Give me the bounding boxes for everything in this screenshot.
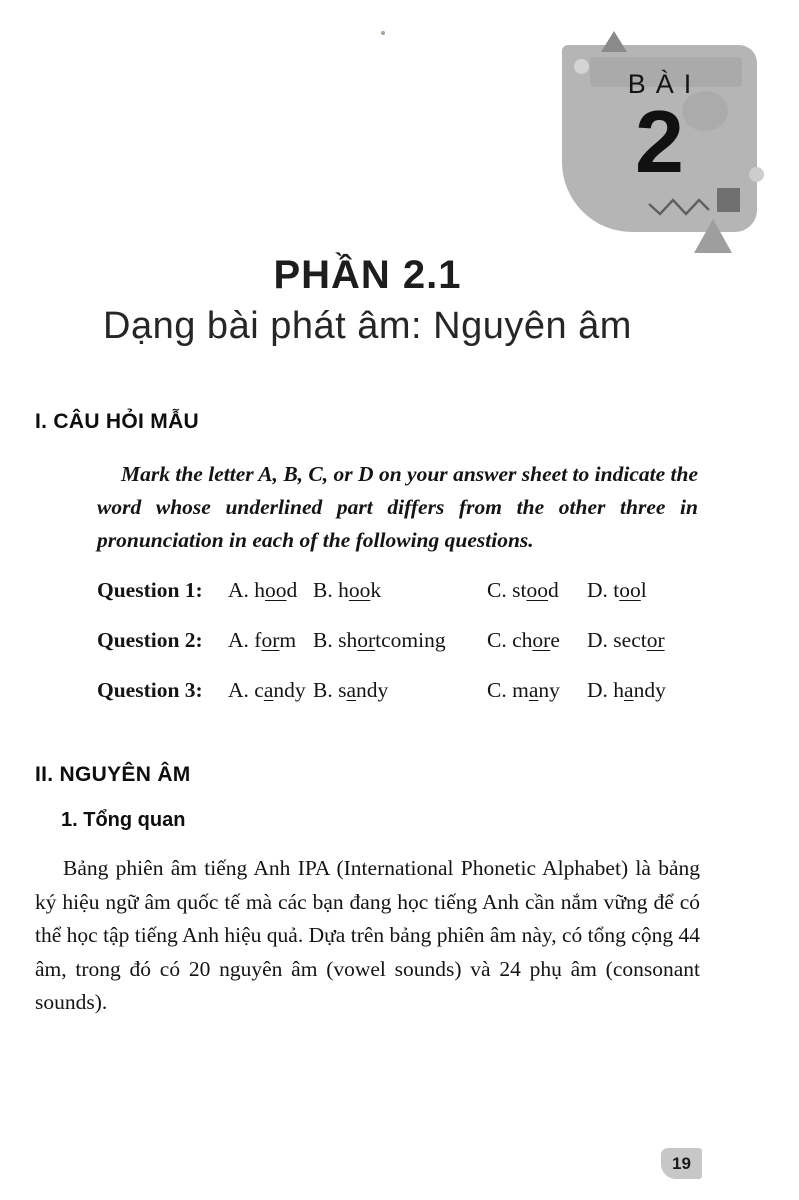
underlined-part: or xyxy=(532,628,551,652)
answer-option: D. handy xyxy=(587,678,666,702)
underlined-part: or xyxy=(261,628,280,652)
square-icon xyxy=(717,188,740,212)
underlined-part: or xyxy=(646,628,665,652)
question-row xyxy=(97,674,700,707)
underlined-part: oo xyxy=(619,578,641,602)
answer-option: B. sandy xyxy=(313,678,389,702)
answer-option: C. chore xyxy=(487,628,560,652)
answer-option: A. candy xyxy=(228,678,306,702)
answer-option: C. stood xyxy=(487,578,559,602)
underlined-part: a xyxy=(263,678,274,702)
content-column xyxy=(35,0,700,1020)
underlined-part: oo xyxy=(265,578,287,602)
question-label: Question 2: xyxy=(97,628,203,652)
answer-option: D. tool xyxy=(587,578,647,602)
page-number: 19 xyxy=(672,1153,691,1173)
questions xyxy=(97,574,700,707)
section-heading-vowels: II. NGUYÊN ÂM xyxy=(35,763,191,786)
circle-dot-icon xyxy=(749,167,764,182)
answer-option: C. many xyxy=(487,678,560,702)
question-row xyxy=(97,624,700,657)
instruction-text: Mark the letter A, B, C, or D on your answer sheet to indicate the word whose underlined part differs from the other three in pronunciation in each of the following questions. xyxy=(97,462,698,552)
answer-option: D. sector xyxy=(587,628,665,652)
part-title: PHẦN 2.1 xyxy=(273,253,462,297)
answer-option: A. form xyxy=(228,628,297,652)
answer-option: B. shortcoming xyxy=(313,628,446,652)
underlined-part: a xyxy=(528,678,539,702)
underlined-part: oo xyxy=(526,578,548,602)
page-number-badge xyxy=(661,1148,702,1179)
part-subtitle: Dạng bài phát âm: Nguyên âm xyxy=(103,305,632,347)
lesson-badge-label: BÀI xyxy=(627,69,702,99)
overview-paragraph: Bảng phiên âm tiếng Anh IPA (International Phonetic Alphabet) là bảng ký hiệu ngữ âm quốc tế mà các bạn đang học tiếng Anh cần nắm vững để có thể học tập tiếng Anh hiệu quả. Dựa trên bảng phiên âm này, có tổng cộng 44 âm, trong đó có 20 nguyên âm (vowel sounds) và 24 phụ âm (consonant sounds). xyxy=(35,856,700,1014)
question-row xyxy=(97,574,700,607)
answer-option: B. hook xyxy=(313,578,382,602)
subsection-heading-overview: 1. Tổng quan xyxy=(61,809,186,831)
underlined-part: or xyxy=(357,628,376,652)
question-label: Question 3: xyxy=(97,678,203,702)
answer-option: A. hood xyxy=(228,578,298,602)
lesson-badge-number: 2 xyxy=(635,92,684,191)
section-heading-sample-questions: I. CÂU HỎI MẪU xyxy=(35,410,200,433)
underlined-part: oo xyxy=(348,578,371,602)
underlined-part: a xyxy=(346,678,357,702)
question-label: Question 1: xyxy=(97,578,203,602)
underlined-part: a xyxy=(624,678,634,702)
